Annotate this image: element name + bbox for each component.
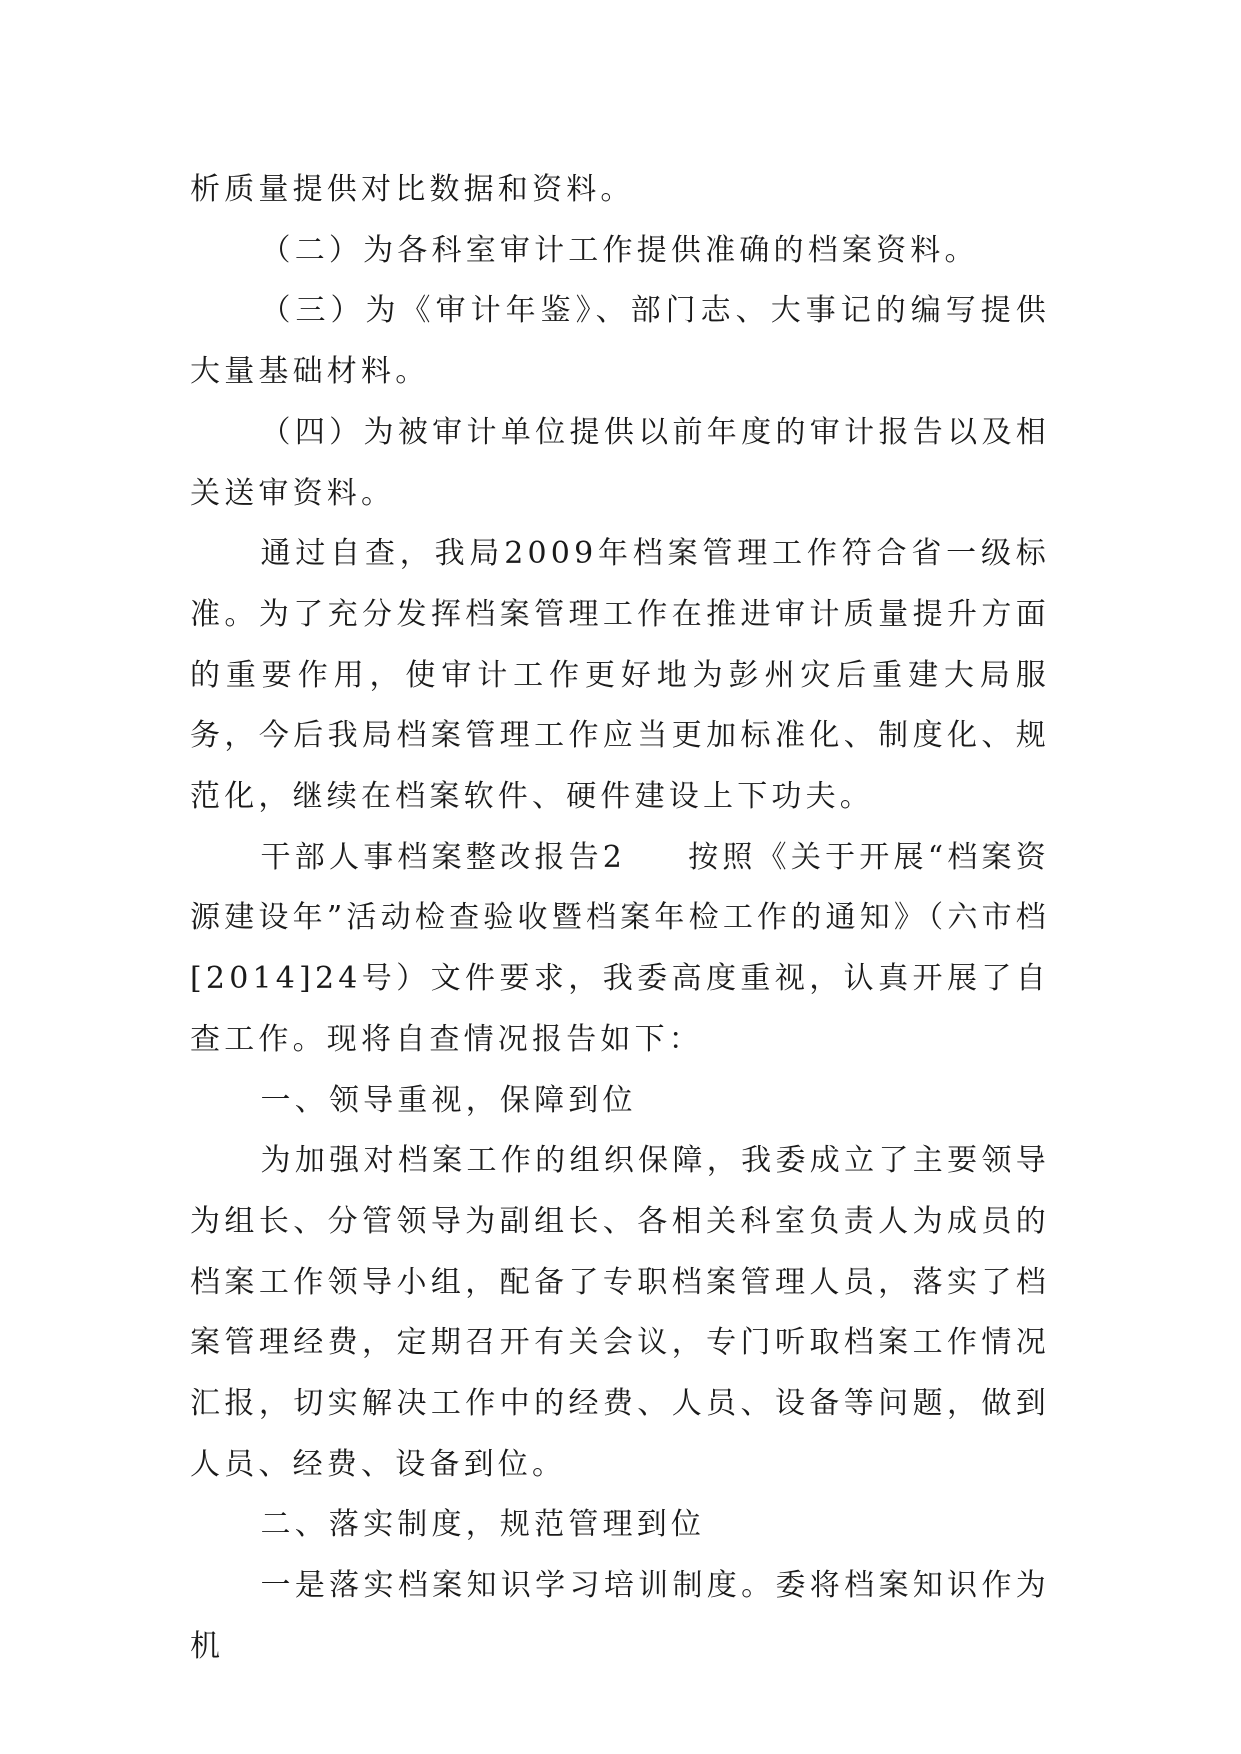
report-title: 干部人事档案整改报告2 [260, 839, 627, 875]
report-start [190, 828, 1050, 1071]
paragraph-item-2: （二）为各科室审计工作提供准确的档案资料。 [260, 232, 979, 268]
section-heading-2: 二、落实制度，规范管理到位 [260, 1507, 706, 1543]
paragraph-continuation: 析质量提供对比数据和资料。 [190, 172, 635, 207]
paragraph-conclusion: 通过自查，我局2009年档案管理工作符合省一级标准。为了充分发挥档案管理工作在推进审计质量提升方面的重要作用，使审计工作更好地为彭州灾后重建大局服务，今后我局档案管理工作应当更加标准化、制度化、规范化，继续在档案软件、硬件建设上下功夫。 [190, 536, 1050, 815]
document-body [190, 160, 1050, 1678]
paragraph-item-3: （三）为《审计年鉴》、部门志、大事记的编写提供大量基础材料。 [190, 293, 1050, 390]
section-heading-1: 一、领导重视，保障到位 [260, 1082, 637, 1118]
section-body-2: 一是落实档案知识学习培训制度。委将档案知识作为机 [190, 1568, 1050, 1664]
report-intro: 按照《关于开展“档案资源建设年”活动检查验收暨档案年检工作的通知》（六市档[2014]24号）文件要求，我委高度重视，认真开展了自查工作。现将自查情况报告如下： [190, 839, 1050, 1057]
section-body-1: 为加强对档案工作的组织保障，我委成立了主要领导为组长、分管领导为副组长、各相关科室负责人为成员的档案工作领导小组，配备了专职档案管理人员，落实了档案管理经费，定期召开有关会议，专门听取档案工作情况汇报，切实解决工作中的经费、人员、设备等问题，做到人员、经费、设备到位。 [190, 1143, 1050, 1482]
paragraph-item-4: （四）为被审计单位提供以前年度的审计报告以及相关送审资料。 [190, 414, 1050, 511]
